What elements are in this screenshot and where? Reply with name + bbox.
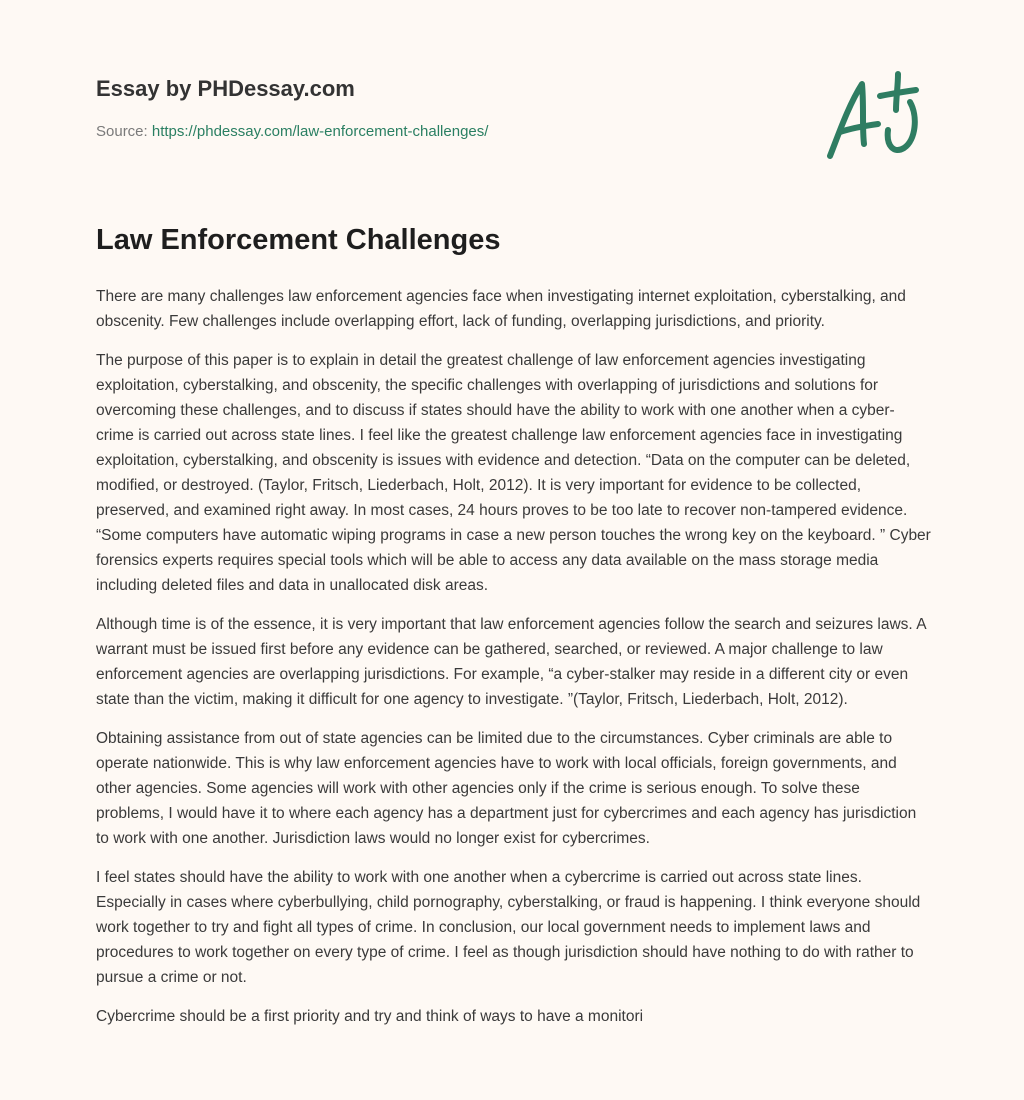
brand-title: Essay by PHDessay.com <box>96 76 355 101</box>
a-plus-logo-icon <box>818 66 930 166</box>
source-link[interactable]: https://phdessay.com/law-enforcement-challenges/ <box>151 123 489 140</box>
essay-paragraph: Obtaining assistance from out of state agencies can be limited due to the circumstances. Cyber criminals are able to operate nationwide. This is why law enforcement agencies have to work with local officials, foreign governments, and other agencies. Some agencies will work with other agencies only if the crime is serious enough. To solve these problems, I would have it to where each agency has a department just for cybercrimes and each agency has jurisdiction to work with one another. Jurisdiction laws would no longer exist for cybercrimes. <box>96 730 917 847</box>
essay-paragraph: I feel states should have the ability to work with one another when a cybercrime is carried out across state lines. Especially in cases where cyberbullying, child pornography, cyberstalking, or fraud is happening. I think everyone should work together to try and fight all types of crime. In conclusion, our local government needs to implement laws and procedures to work together on every type of crime. I feel as though jurisdiction should have nothing to do with rather to pursue a crime or not. <box>96 869 921 986</box>
essay-paragraph: The purpose of this paper is to explain in detail the greatest challenge of law enforcement agencies investigating exploitation, cyberstalking, and obscenity, the specific challenges with overlapping of jurisdictions and solutions for overcoming these challenges, and to discuss if states should have the ability to work with one another when a cyber- crime is carried out across state lines. I feel like the greatest challenge law enforcement agencies face in investigating exploitation, cyberstalking, and obscenity is issues with evidence and detection. “Data on the computer can be deleted, modified, or destroyed. (Taylor, Fritsch, Liederbach, Holt, 2012). It is very important for evidence to be collected, preserved, and examined right away. In most cases, 24 hours proves to be too late to recover non-tampered evidence. “Some computers have automatic wiping programs in case a new person touches the wrong key on the keyboard. ” Cyber forensics experts requires special tools which will be able to access any data available on the mass storage media including deleted files and data in unallocated disk areas. <box>96 352 931 594</box>
essay-body <box>96 284 932 1043</box>
essay-paragraph: Although time is of the essence, it is very important that law enforcement agencies follow the search and seizures laws. A warrant must be issued first before any evidence can be gathered, searched, or reviewed. A major challenge to law enforcement agencies are overlapping jurisdictions. For example, “a cyber-stalker may reside in a different city or even state than the victim, making it difficult for one agency to investigate. ”(Taylor, Fritsch, Liederbach, Holt, 2012). <box>96 616 926 708</box>
source-line <box>96 123 488 140</box>
source-label: Source: <box>96 123 148 140</box>
essay-title: Law Enforcement Challenges <box>96 224 501 256</box>
essay-paragraph-truncated: Cybercrime should be a first priority and try and think of ways to have a monitori <box>96 1008 644 1025</box>
essay-paragraph: There are many challenges law enforcement agencies face when investigating internet exploitation, cyberstalking, and obscenity. Few challenges include overlapping effort, lack of funding, overlapping jurisdictions, and priority. <box>96 288 906 330</box>
